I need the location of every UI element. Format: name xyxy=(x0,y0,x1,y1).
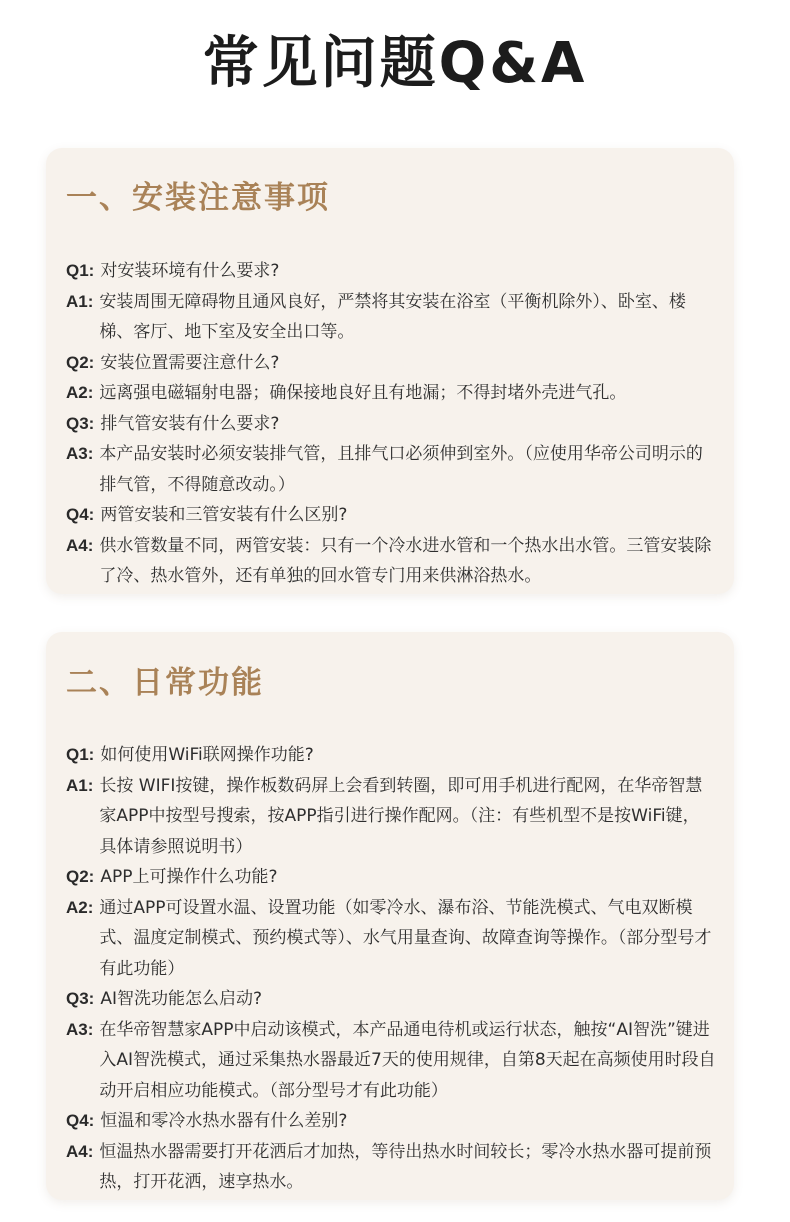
qa-item-answer xyxy=(66,439,716,500)
qa-item-answer xyxy=(66,1137,716,1198)
qa-text: 对安装环境有什么要求? xyxy=(100,261,280,281)
qa-item-question xyxy=(66,256,716,287)
qa-item-question xyxy=(66,984,716,1015)
page-title: 常见问题Q&A xyxy=(202,31,588,96)
qa-item-answer xyxy=(66,378,716,409)
qa-tag: Q3: xyxy=(66,989,95,1008)
qa-tag: Q1: xyxy=(66,261,95,280)
qa-tag: A2: xyxy=(66,383,94,402)
qa-item-question xyxy=(66,500,716,531)
qa-item-question xyxy=(66,1106,716,1137)
qa-item-answer xyxy=(66,287,716,348)
qa-tag: A3: xyxy=(66,444,94,463)
qa-tag: Q4: xyxy=(66,505,95,524)
qa-tag: A3: xyxy=(66,1019,94,1039)
qa-text: 如何使用WiFi联网操作功能? xyxy=(100,745,314,765)
section-card-installation xyxy=(46,148,734,594)
qa-text: 安装周围无障碍物且通风良好，严禁将其安装在浴室（平衡机除外）、卧室、楼梯、客厅、地下室及安全出口等。 xyxy=(99,291,686,342)
qa-item-question xyxy=(66,740,716,771)
qa-item-question xyxy=(66,862,716,893)
qa-tag: Q3: xyxy=(66,413,95,433)
qa-text: 本产品安装时必须安装排气管，且排气口必须伸到室外。（应使用华帝公司明示的排气管，不得随意改动。） xyxy=(99,444,703,495)
qa-item-question xyxy=(66,348,716,379)
qa-text: AI智洗功能怎么启动? xyxy=(100,989,263,1009)
qa-tag: A4: xyxy=(66,1141,94,1161)
qa-item-question xyxy=(66,409,716,440)
qa-text: 远离强电磁辐射电器；确保接地良好且有地漏；不得封堵外壳进气孔。 xyxy=(99,383,627,403)
qa-tag: A4: xyxy=(66,535,94,555)
qa-item-answer xyxy=(66,893,716,985)
qa-text: APP上可操作什么功能? xyxy=(100,867,278,887)
qa-item-answer xyxy=(66,771,716,863)
qa-tag: Q2: xyxy=(66,867,95,886)
section-card-daily-functions xyxy=(46,632,734,1200)
qa-text: 恒温和零冷水热水器有什么差别? xyxy=(100,1111,348,1131)
qa-list xyxy=(66,256,716,592)
section-heading: 一、安装注意事项 xyxy=(66,180,330,216)
qa-text: 安装位置需要注意什么? xyxy=(100,352,280,373)
qa-text: 供水管数量不同，两管安装：只有一个冷水进水管和一个热水出水管。三管安装除了冷、热水管外，还有单独的回水管专门用来供淋浴热水。 xyxy=(99,535,712,586)
qa-tag: Q2: xyxy=(66,352,95,372)
qa-text: 长按 WIFI按键，操作板数码屏上会看到转圈，即可用手机进行配网，在华帝智慧家APP中按型号搜索，按APP指引进行操作配网。（注：有些机型不是按WiFi键，具体请参照说明书） xyxy=(99,775,703,857)
qa-text: 两管安装和三管安装有什么区别? xyxy=(100,505,348,525)
qa-text: 通过APP可设置水温、设置功能（如零冷水、瀑布浴、节能洗模式、气电双断模式、温度定制模式、预约模式等）、水气用量查询、故障查询等操作。（部分型号才有此功能） xyxy=(99,897,712,979)
qa-item-answer xyxy=(66,1015,716,1107)
section-heading: 二、日常功能 xyxy=(66,665,264,701)
qa-tag: A2: xyxy=(66,897,94,917)
qa-tag: A1: xyxy=(66,291,94,311)
qa-item-answer xyxy=(66,531,716,592)
qa-tag: Q4: xyxy=(66,1111,95,1130)
qa-tag: A1: xyxy=(66,775,94,795)
qa-text: 排气管安装有什么要求? xyxy=(100,413,280,434)
qa-text: 恒温热水器需要打开花洒后才加热，等待出热水时间较长；零冷水热水器可提前预热，打开花洒，速享热水。 xyxy=(99,1141,712,1192)
qa-tag: Q1: xyxy=(66,745,95,764)
qa-list xyxy=(66,740,716,1198)
qa-text: 在华帝智慧家APP中启动该模式，本产品通电待机或运行状态，触按“AI智洗”键进入AI智洗模式，通过采集热水器最近7天的使用规律，自第8天起在高频使用时段自动开启相应功能模式。（部分型号才有此功能） xyxy=(99,1019,716,1101)
